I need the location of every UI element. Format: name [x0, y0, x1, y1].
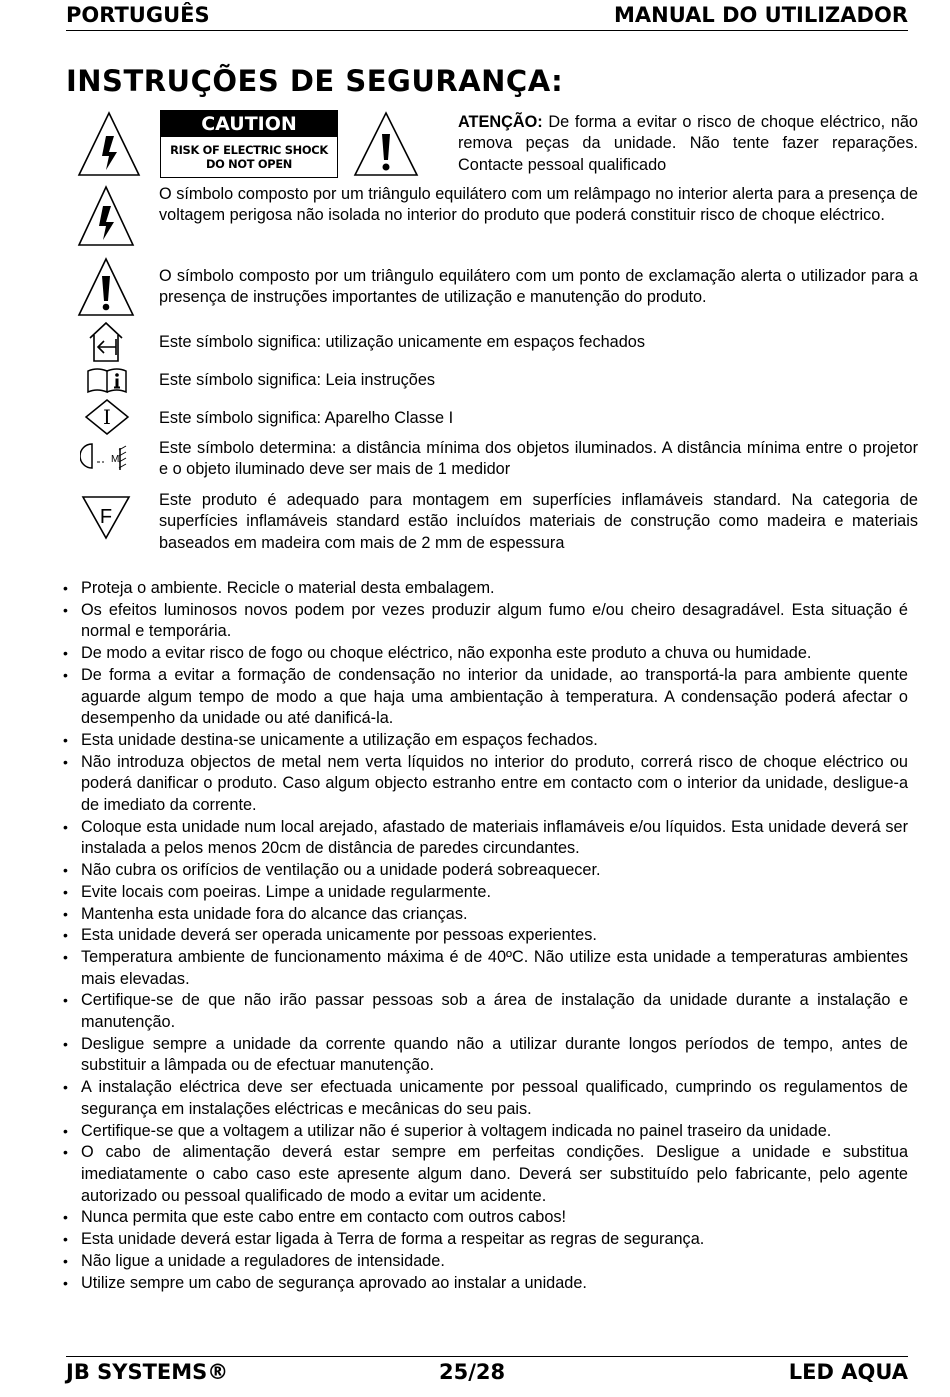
class-i-glyph: I: [103, 405, 111, 429]
exclamation-triangle-icon: [76, 256, 136, 318]
caution-title: CAUTION: [161, 111, 337, 137]
footer-brand: JB SYSTEMS®: [66, 1360, 229, 1384]
safety-bullet-item: • A instalação eléctrica deve ser efectuada unicamente por pessoal qualificado, cumprindo os regulamentos de segurança em instalações eléctricas e mecânicas do seu pais.: [58, 1077, 908, 1120]
safety-bullet-item: • De modo a evitar risco de fogo ou choque eléctrico, não exponha este produto a chuva ou humidade.: [58, 643, 908, 665]
caution-label: [160, 110, 338, 178]
safety-bullet-item: • Nunca permita que este cabo entre em contacto com outros cabos!: [58, 1207, 908, 1229]
safety-bullet-item: • Não cubra os orifícios de ventilação ou a unidade poderá sobreaquecer.: [58, 860, 908, 882]
flammable-surface-icon: [80, 494, 132, 540]
attention-text: De forma a evitar o risco de choque eléctrico, não remova peças da unidade. Não tente fazer reparações. Contacte pessoal qualificado: [458, 113, 918, 174]
min-distance-icon: [80, 440, 128, 474]
caution-line-risk: RISK OF ELECTRIC SHOCK: [170, 143, 328, 157]
safety-bullet-item: • Coloque esta unidade num local arejado, afastado de materiais inflamáveis e/ou líquidos. Esta unidade deverá ser instalada a pelos menos 20cm de distância de paredes circundantes.: [58, 817, 908, 860]
symbol-desc-exclamation: O símbolo composto por um triângulo equilátero com um ponto de exclamação alerta o utilizador para a presença de instruções importantes de utilização e manutenção do produto.: [159, 267, 918, 307]
safety-bullet-item: • Esta unidade destina-se unicamente a utilização em espaços fechados.: [58, 730, 908, 752]
safety-bullet-item: • Proteja o ambiente. Recicle o material desta embalagem.: [58, 578, 908, 600]
symbol-desc-lightning: O símbolo composto por um triângulo equilátero com um relâmpago no interior alerta para a presença de voltagem perigosa não isolada no interior do produto que poderá constituir risco de choque eléctrico.: [159, 185, 918, 225]
safety-bullet-item: • De forma a evitar a formação de condensação no interior da unidade, ao transportá-la para ambiente quente aguarde algum tempo de modo a que haja uma ambientação à temperatura. A condensação poderá afectar o desempenho da unidade ou até danificá-la.: [58, 665, 908, 730]
safety-bullet-item: • Esta unidade deverá ser operada unicamente por pessoas experientes.: [58, 925, 908, 947]
attention-label: ATENÇÃO:: [458, 113, 543, 131]
safety-bullet-item: • Não introduza objectos de metal nem verta líquidos no interior do produto, correrá risco de choque eléctrico ou poderá danificar o produto. Caso algum objecto estranho entre em contacto com o interior da unidade, desligue-a de imediato da corrente.: [58, 752, 908, 817]
lightning-triangle-icon: [76, 184, 136, 248]
indoor-use-icon: [86, 320, 126, 364]
symbol-desc-indoor: Este símbolo significa: utilização unicamente em espaços fechados: [159, 333, 645, 351]
safety-bullet-item: • Certifique-se que a voltagem a utilizar não é superior à voltagem indicada no painel traseiro da unidade.: [58, 1121, 908, 1143]
min-distance-glyph: M: [111, 454, 120, 465]
page-header: [66, 2, 908, 31]
safety-bullet-item: • O cabo de alimentação deverá estar sempre em perfeitas condições. Desligue a unidade e substitua imediatamente o cabo caso este apresente algum dano. Deverá ser substituído pelo fabricante, pelo agente autorizado ou pessoal qualificado de modo a evitar um acidente.: [58, 1142, 908, 1207]
safety-bullet-item: • Esta unidade deverá estar ligada à Terra de forma a respeitar as regras de segurança.: [58, 1229, 908, 1251]
footer-product: LED AQUA: [788, 1360, 908, 1384]
page-title: INSTRUÇÕES DE SEGURANÇA:: [66, 64, 564, 98]
safety-bullet-item: • Não ligue a unidade a reguladores de intensidade.: [58, 1251, 908, 1273]
attention-notice: [458, 112, 918, 176]
class-i-icon: [84, 398, 130, 436]
symbol-desc-min-distance: Este símbolo determina: a distância mínima dos objetos iluminados. A distância mínima entre o projetor e o objeto iluminado deve ser mais de 1 medidor: [159, 439, 918, 479]
symbol-desc-read-instructions: Este símbolo significa: Leia instruções: [159, 371, 436, 389]
safety-bullet-item: • Temperatura ambiente de funcionamento máxima é de 40ºC. Não utilize esta unidade a temperaturas ambientes mais elevadas.: [58, 947, 908, 990]
symbol-desc-class-i: Este símbolo significa: Aparelho Classe I: [159, 409, 454, 427]
safety-bullet-item: • Evite locais com poeiras. Limpe a unidade regularmente.: [58, 882, 908, 904]
safety-bullet-item: • Desligue sempre a unidade da corrente quando não a utilizar durante longos períodos de tempo, antes de substituir a lâmpada ou de efectuar manutenção.: [58, 1034, 908, 1077]
header-manual-title: MANUAL DO UTILIZADOR: [614, 3, 908, 27]
read-instructions-icon: [86, 366, 128, 394]
flammable-glyph: F: [99, 506, 113, 528]
exclamation-triangle-icon: [352, 110, 420, 178]
safety-bullet-item: • Mantenha esta unidade fora do alcance das crianças.: [58, 904, 908, 926]
lightning-triangle-icon: [76, 110, 142, 178]
safety-bullet-list: [58, 578, 908, 1294]
header-language: PORTUGUÊS: [66, 3, 210, 27]
safety-bullet-item: • Certifique-se de que não irão passar pessoas sob a área de instalação da unidade durante a instalação e manutenção.: [58, 990, 908, 1033]
page-footer: [66, 1356, 908, 1389]
page-number: 25/28: [439, 1360, 506, 1384]
safety-bullet-item: • Os efeitos luminosos novos podem por vezes produzir algum fumo e/ou cheiro desagradável. Esta situação é normal e temporária.: [58, 600, 908, 643]
safety-bullet-item: • Utilize sempre um cabo de segurança aprovado ao instalar a unidade.: [58, 1273, 908, 1295]
caution-line-do-not-open: DO NOT OPEN: [205, 157, 293, 171]
symbol-desc-flammable: Este produto é adequado para montagem em superfícies inflamáveis standard. Na categoria de superfícies inflamáveis standard estão incluídos materiais de construção como madeira e materiais baseados em madeira com mais de 2 mm de espessura: [159, 491, 918, 552]
